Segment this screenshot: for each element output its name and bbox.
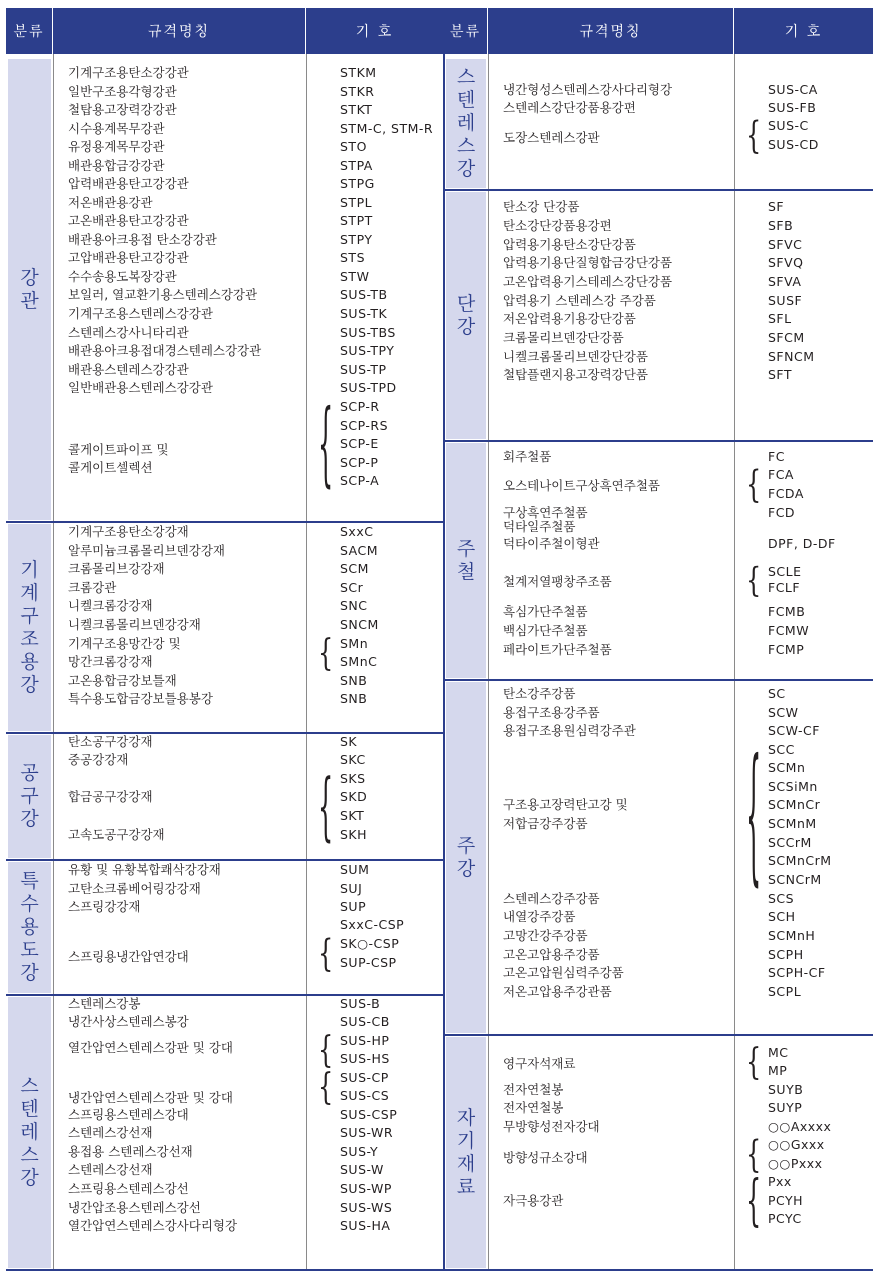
symbol-code: SCr <box>340 580 364 595</box>
symbol-code: SCP-RS <box>340 418 389 433</box>
spec-name: 보일러, 열교환기용스텐레스강강관 <box>68 287 258 302</box>
spec-name: 압력배관용탄고강강관 <box>68 176 189 191</box>
curly-brace: { <box>746 1168 762 1233</box>
category-label: 자기재료 <box>456 1106 476 1198</box>
category-cell <box>446 59 486 188</box>
symbol-code: SKT <box>340 808 365 823</box>
symbol-code: MC <box>768 1045 789 1060</box>
symbol-code: SNC <box>340 598 368 613</box>
spec-name: 유황 및 유황복합쾌삭강강재 <box>68 862 221 877</box>
symbol-code: SUS-CP <box>340 1070 389 1085</box>
symbol-code: Pxx <box>768 1174 792 1189</box>
symbol-code: SxxC <box>340 524 374 539</box>
spec-name: 일반구조용각형강관 <box>68 84 177 99</box>
category-cell <box>8 997 51 1268</box>
spec-name: 기계구조용탄소강강재 <box>68 524 189 539</box>
spec-name: 열간압연스텐레스강판 및 강대 <box>68 1040 233 1055</box>
spec-name: 오스테나이트구상흑연주철품 <box>503 478 660 493</box>
symbol-code: SNB <box>340 691 368 706</box>
spec-name: 저온압력용기용강단강품 <box>503 311 636 326</box>
symbol-code: SUS-CD <box>768 137 819 152</box>
symbol-code: SCP-A <box>340 473 380 488</box>
symbol-code: PCYC <box>768 1211 802 1226</box>
symbol-code: SCW <box>768 705 799 720</box>
symbol-code: STPA <box>340 158 373 173</box>
symbol-code: SCLE <box>768 564 802 579</box>
spec-name: 고망간강주강품 <box>503 928 588 943</box>
group-divider <box>444 679 873 681</box>
symbol-code: SF <box>768 199 785 214</box>
spec-name: 고속도공구강강재 <box>68 827 165 842</box>
symbol-code: FCMB <box>768 604 806 619</box>
symbol-code: SFNCM <box>768 349 815 364</box>
curly-brace: { <box>318 390 334 498</box>
symbol-code: STM-C, STM-R <box>340 121 434 136</box>
spec-name: 배관용합금강강관 <box>68 158 165 173</box>
spec-name: 구상흑연주철품 <box>503 505 588 520</box>
curly-brace: { <box>746 462 762 507</box>
table-bottom-rule <box>6 1269 873 1271</box>
symbol-code: STKT <box>340 102 373 117</box>
curly-brace: { <box>318 1066 334 1108</box>
spec-name: 배관용스텐레스강강관 <box>68 362 189 377</box>
spec-name: 철탑플랜지용고장력강단품 <box>503 367 648 382</box>
symbol-code: SCMnCrM <box>768 853 832 868</box>
spec-name: 압력용기용단질형합금강단강품 <box>503 255 673 270</box>
symbol-code: ○○Pxxx <box>768 1156 823 1171</box>
group-divider <box>444 1034 873 1036</box>
symbol-code: FCMP <box>768 642 805 657</box>
symbol-code: FCDA <box>768 486 804 501</box>
symbol-code: SCPH-CF <box>768 965 826 980</box>
symbol-code: SUM <box>340 862 370 877</box>
symbol-code: SUS-CA <box>768 82 818 97</box>
spec-name: 망간크롬강강재 <box>68 654 153 669</box>
symbol-code: STW <box>340 269 370 284</box>
symbol-code: SUS-TBS <box>340 325 396 340</box>
spec-name: 고온고압용주강품 <box>503 947 600 962</box>
symbol-code: SCNCrM <box>768 872 822 887</box>
spec-name: 회주철품 <box>503 449 552 464</box>
spec-name: 스프링강강재 <box>68 899 141 914</box>
spec-name: 냉간압조용스텐레스강선 <box>68 1200 201 1215</box>
symbol-code: SUS-TP <box>340 362 387 377</box>
symbol-code: STPY <box>340 232 373 247</box>
symbol-code: SFL <box>768 311 792 326</box>
symbol-code: SMnC <box>340 654 378 669</box>
spec-name: 특수용도합금강보틀용봉강 <box>68 691 213 706</box>
spec-name: 니켈크롬강강재 <box>68 598 153 613</box>
symbol-code: SUS-CS <box>340 1088 390 1103</box>
spec-name: 저합금강주강품 <box>503 816 588 831</box>
spec-name: 유정용계목무강관 <box>68 139 165 154</box>
symbol-code: SCPL <box>768 984 802 999</box>
header-spec-name: 규격명칭 <box>488 8 734 54</box>
group-divider <box>444 440 873 442</box>
symbol-code: SUS-FB <box>768 100 817 115</box>
category-label: 스텐레스강 <box>20 1075 39 1189</box>
spec-name: 고압배관용탄고강강관 <box>68 250 189 265</box>
category-cell <box>8 524 51 731</box>
symbol-code: SUS-TK <box>340 306 388 321</box>
symbol-code: SUS-TB <box>340 287 388 302</box>
spec-name: 도장스텐레스강판 <box>503 130 600 145</box>
curly-brace: { <box>746 1041 762 1083</box>
symbol-code: SKC <box>340 752 366 767</box>
symbol-code: SKH <box>340 827 368 842</box>
spec-name: 고온압력용기스테레스강단강품 <box>503 274 673 289</box>
symbol-code: STPG <box>340 176 375 191</box>
spec-name: 열간압연스텐레스강사다리형강 <box>68 1218 238 1233</box>
symbol-code: FCD <box>768 505 796 520</box>
category-cell <box>446 1037 486 1268</box>
header-category: 분류 <box>444 8 488 54</box>
header-symbol: 기 호 <box>306 8 444 54</box>
spec-name: 용접구조용강주품 <box>503 705 600 720</box>
spec-name: 합금공구강강재 <box>68 789 153 804</box>
category-label: 단강 <box>456 292 476 338</box>
symbol-code: FC <box>768 449 785 464</box>
symbol-code: SNCM <box>340 617 379 632</box>
spec-name: 탄소강단강품용강편 <box>503 218 612 233</box>
symbol-code: SCP-E <box>340 436 379 451</box>
curly-brace: { <box>318 1029 334 1071</box>
spec-name: 전자연철봉 <box>503 1082 564 1097</box>
spec-name: 철계저열팽창주조품 <box>503 574 612 589</box>
symbol-code: SK <box>340 734 358 749</box>
symbol-code: SUS-HS <box>340 1051 390 1066</box>
column-divider <box>488 54 489 1270</box>
curly-brace: { <box>746 113 762 158</box>
symbol-code: STO <box>340 139 367 154</box>
spec-name: 자극용강관 <box>503 1193 564 1208</box>
spec-name: 스텐레스강봉 <box>68 996 141 1011</box>
spec-name: 무방향성전자강대 <box>503 1119 600 1134</box>
spec-name: 니켈크롬몰리브덴강단강품 <box>503 349 648 364</box>
spec-name: 고온용합금강보틀재 <box>68 673 177 688</box>
symbol-code: SCMn <box>768 760 806 775</box>
category-label: 주철 <box>456 537 476 583</box>
symbol-code: SUS-WR <box>340 1125 394 1140</box>
spec-name: 고온고압원심력주강품 <box>503 965 624 980</box>
curly-brace: { <box>746 1132 762 1177</box>
spec-name: 전자연철봉 <box>503 1100 564 1115</box>
symbol-code: STKM <box>340 65 377 80</box>
category-cell <box>446 682 486 1033</box>
symbol-code: SFVQ <box>768 255 804 270</box>
symbol-code: SCP-P <box>340 455 379 470</box>
spec-name: 콜게이트파이프 및 <box>68 442 169 457</box>
spec-name: 일반배관용스텐레스강강관 <box>68 380 213 395</box>
spec-name: 압력용기 스텐레스강 주강품 <box>503 293 656 308</box>
spec-name: 기계구조용탄소강강관 <box>68 65 189 80</box>
header-symbol: 기 호 <box>734 8 873 54</box>
curly-brace: { <box>746 728 762 902</box>
symbol-code: SFCM <box>768 330 805 345</box>
symbol-code: SCM <box>340 561 369 576</box>
symbol-code: ○○Axxxx <box>768 1119 832 1134</box>
spec-name: 냉간압연스텐레스강판 및 강대 <box>68 1090 233 1105</box>
column-divider <box>53 54 54 1270</box>
symbol-code: ○○Gxxx <box>768 1137 825 1152</box>
symbol-code: FCMW <box>768 623 810 638</box>
category-label: 기계구조용강 <box>20 558 39 696</box>
spec-name: 스프링용스텐레스강대 <box>68 1107 189 1122</box>
category-label: 공구강 <box>20 762 39 830</box>
symbol-code: SFVA <box>768 274 802 289</box>
spec-name: 스프링용스텐레스강선 <box>68 1181 189 1196</box>
spec-name: 냉간형성스텐레스강사다리형강 <box>503 82 673 97</box>
curly-brace: { <box>318 632 334 674</box>
spec-name: 탄소공구강강재 <box>68 734 153 749</box>
category-cell <box>8 862 51 993</box>
spec-name: 크롬몰리브강강재 <box>68 561 165 576</box>
spec-name: 중공강강재 <box>68 752 129 767</box>
spec-name: 시수용계목무강관 <box>68 121 165 136</box>
symbol-code: STPT <box>340 213 373 228</box>
symbol-code: SKS <box>340 771 366 786</box>
header-category: 분류 <box>6 8 53 54</box>
symbol-code: SUS-CSP <box>340 1107 398 1122</box>
symbol-code: SCSiMn <box>768 779 818 794</box>
category-cell <box>8 59 51 520</box>
symbol-code: SCMnH <box>768 928 816 943</box>
symbol-code: SKD <box>340 789 368 804</box>
symbol-code: SUS-Y <box>340 1144 379 1159</box>
header-spec-name: 규격명칭 <box>53 8 306 54</box>
spec-name: 덕타일주철품 <box>503 519 576 534</box>
symbol-code: STKR <box>340 84 375 99</box>
spec-name: 스텐레스강사니타리관 <box>68 325 189 340</box>
spec-name: 스프링용냉간압연강대 <box>68 949 189 964</box>
symbol-code: FCA <box>768 467 794 482</box>
symbol-code: SFB <box>768 218 794 233</box>
symbol-code: SCCrM <box>768 835 812 850</box>
symbol-code: STPL <box>340 195 373 210</box>
symbol-code: SUS-WP <box>340 1181 392 1196</box>
steel-symbol-table <box>6 8 873 1270</box>
spec-name: 스텐레스강단강품용강편 <box>503 100 636 115</box>
symbol-code: SUS-HA <box>340 1218 391 1233</box>
symbol-code: SUS-WS <box>340 1200 393 1215</box>
symbol-code: SNB <box>340 673 368 688</box>
symbol-code: STS <box>340 250 366 265</box>
spec-name: 고탄소크롬베어링강강재 <box>68 881 201 896</box>
symbol-code: SUS-TPD <box>340 380 397 395</box>
spec-name: 백심가단주철품 <box>503 623 588 638</box>
category-cell <box>8 735 51 858</box>
symbol-code: SUYP <box>768 1100 803 1115</box>
symbol-code: MP <box>768 1063 788 1078</box>
category-cell <box>446 443 486 678</box>
symbol-code: SUS-TPY <box>340 343 395 358</box>
spec-name: 영구자석재료 <box>503 1056 576 1071</box>
spec-name: 스텐레스강주강품 <box>503 891 600 906</box>
symbol-code: SC <box>768 686 786 701</box>
symbol-code: SUSF <box>768 293 803 308</box>
spec-name: 배관용아크용접 탄소강강관 <box>68 232 217 247</box>
spec-name: 수수송용도복장강관 <box>68 269 177 284</box>
symbol-code: SUS-W <box>340 1162 384 1177</box>
symbol-code: SCS <box>768 891 795 906</box>
curly-brace: { <box>318 931 334 976</box>
symbol-code: SACM <box>340 543 379 558</box>
symbol-code: SCPH <box>768 947 804 962</box>
spec-name: 콜게이트셀렉션 <box>68 460 153 475</box>
spec-name: 페라이트가단주철품 <box>503 642 612 657</box>
curly-brace: { <box>318 763 334 851</box>
symbol-code: SUS-C <box>768 118 809 133</box>
spec-name: 냉간사상스텐레스봉강 <box>68 1014 189 1029</box>
category-label: 강관 <box>20 266 39 312</box>
symbol-code: PCYH <box>768 1193 804 1208</box>
symbol-code: SUS-B <box>340 996 381 1011</box>
symbol-code: SUS-HP <box>340 1033 390 1048</box>
symbol-code: SCW-CF <box>768 723 820 738</box>
symbol-code: DPF, D-DF <box>768 536 836 551</box>
symbol-code: SCMnM <box>768 816 817 831</box>
spec-name: 배관용아크용접대경스텐레스강강관 <box>68 343 262 358</box>
spec-name: 압력용기용탄소강단강품 <box>503 237 636 252</box>
spec-name: 내열강주강품 <box>503 909 576 924</box>
symbol-code: SUJ <box>340 881 363 896</box>
spec-name: 방향성규소강대 <box>503 1150 588 1165</box>
spec-name: 용접용 스텐레스강선재 <box>68 1144 193 1159</box>
spec-name: 니켈크롬몰리브덴강강재 <box>68 617 201 632</box>
spec-name: 흑심가단주철품 <box>503 604 588 619</box>
symbol-code: SK○-CSP <box>340 936 400 951</box>
spec-name: 탄소강 단강품 <box>503 199 580 214</box>
symbol-code: SFVC <box>768 237 803 252</box>
spec-name: 스텐레스강선재 <box>68 1125 153 1140</box>
category-cell <box>446 192 486 439</box>
category-label: 스텐레스강 <box>456 66 476 180</box>
symbol-code: SxxC-CSP <box>340 917 405 932</box>
symbol-code: SFT <box>768 367 793 382</box>
symbol-code: SUP-CSP <box>340 955 397 970</box>
category-label: 주강 <box>456 834 476 880</box>
spec-name: 탄소강주강품 <box>503 686 576 701</box>
center-divider <box>443 8 445 1270</box>
group-divider <box>444 189 873 191</box>
spec-name: 기계구조용망간강 및 <box>68 636 181 651</box>
symbol-code: SMn <box>340 636 369 651</box>
category-label: 특수용도강 <box>20 870 39 984</box>
spec-name: 구조용고장력탄고강 및 <box>503 797 628 812</box>
symbol-code: SCC <box>768 742 795 757</box>
column-divider <box>734 54 735 1270</box>
symbol-code: SCMnCr <box>768 797 821 812</box>
curly-brace: { <box>746 560 762 600</box>
column-divider <box>306 54 307 1270</box>
symbol-code: SUS-CB <box>340 1014 390 1029</box>
spec-name: 알루미늄크롬몰리브덴강강재 <box>68 543 225 558</box>
symbol-code: SCP-R <box>340 399 380 414</box>
spec-name: 스텐레스강선재 <box>68 1162 153 1177</box>
spec-name: 덕타이주철이형관 <box>503 536 600 551</box>
spec-name: 용접구조용원심력강주관 <box>503 723 636 738</box>
spec-name: 저온배관용강관 <box>68 195 153 210</box>
symbol-code: FCLF <box>768 580 801 595</box>
spec-name: 저온고압용주강관품 <box>503 984 612 999</box>
spec-name: 철탑용고장력강강관 <box>68 102 177 117</box>
spec-name: 고온배관용탄고강강관 <box>68 213 189 228</box>
symbol-code: SUYB <box>768 1082 804 1097</box>
symbol-code: SUP <box>340 899 367 914</box>
spec-name: 기계구조용스텐레스강강관 <box>68 306 213 321</box>
symbol-code: SCH <box>768 909 796 924</box>
spec-name: 크롬몰리브덴강단강품 <box>503 330 624 345</box>
spec-name: 크롬강관 <box>68 580 117 595</box>
